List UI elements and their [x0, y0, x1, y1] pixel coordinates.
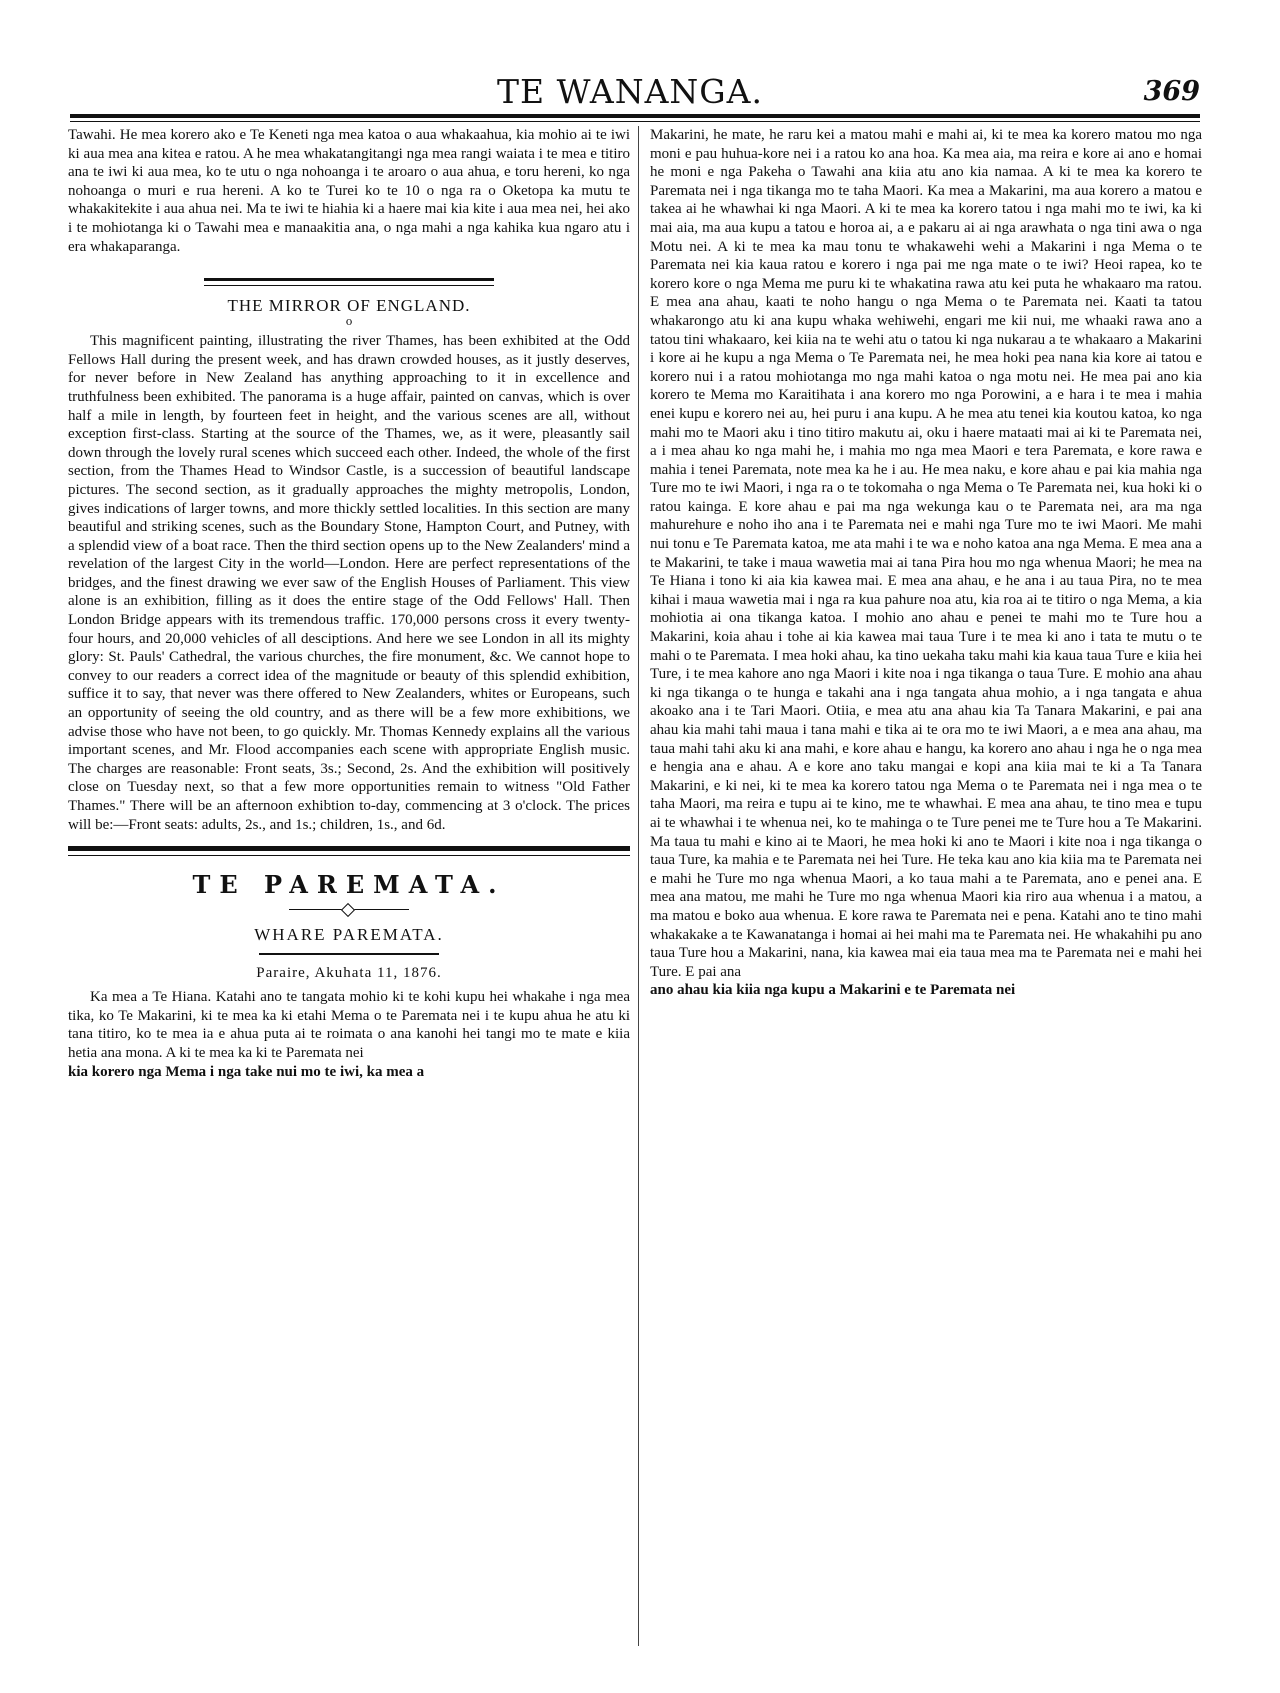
mirror-article-body: This magnificent painting, illustrating the river Thames, has been exhibited at the Odd Fellows Hall during the present week, and has drawn crowded houses, as it justly deserves, for never before in New Zealand has anything approaching to it in excellence and truthfulness been exhibited. The panorama is a huge affair, painted on canvas, which is over half a mile in length, by fourteen feet in height, and the various scenes are all, without exception first-class. Starting at the source of the Thames, we, as it were, pleasantly sail down through the lovely rural scenes which succeed each other. Indeed, the whole of the first section, from the Thames Head to Windsor Castle, is a succession of beautiful landscape pictures. The second section, as it gradually approaches the mighty metropolis, London, gives indications of larger towns, and more thickly settled localities. In this section are many beautiful and striking scenes, such as the Boundary Stone, Hampton Court, and Putney, with a splendid view of a boat race. Then the third section opens up to the New Zealanders' mind a revelation of the largest City in the world—London. Here are perfect representations of the bridges, and the finest drawing we ever saw of the English Houses of Parliament. This view alone is an exhibition, filling as it does the entire stage of the Odd Fellows' Hall. Then London Bridge appears with its tremendous traffic. 170,000 persons cross it every twenty-four hours, and 20,000 vehicles of all desciptions. And here we see London in all its mighty glory: St. Pauls' Cathedral, the various churches, the fire monument, &c. We cannot hope to convey to our readers a correct idea of the magnitude or beauty of this splendid exhibition, suffice it to say, that never was there offered to New Zealanders, whites or Europeans, such an opportunity of seeing the old country, and as there will be a few more exhibitions, we advise those who have not been, to go quickly. Mr. Thomas Kennedy explains all the various important scenes, and Mr. Flood accompanies each scene with appropriate English music. The charges are reasonable: Front seats, 3s.; Second, 2s. And the exhibition will positively close on Tuesday next, so that a few more opportunities remain to witness "Old Father Thames." There will be an afternoon exhibtion to-day, commencing at 3 o'clock. The prices will be:—Front seats: adults, 2s., and 1s.; children, 1s., and 6d.	[68, 333, 630, 833]
page-header	[60, 72, 1200, 112]
header-rule-thick	[70, 114, 1200, 118]
paremata-last-line: kia korero nga Mema i nga take nui mo te iwi, ka mea a	[68, 1063, 425, 1080]
left-column	[68, 126, 630, 1656]
mirror-heading: THE MIRROR OF ENGLAND.	[227, 296, 471, 316]
right-article-body: Makarini, he mate, he raru kei a matou mahi e mahi ai, ki te mea ka korero matou mo nga moni e pau huhua-kore nei i a ratou ko ana hoa. Ka mea aia, ma reira e kore ai ano e homai he moni e nga Pakeha o Tawahi ana kiia atu ano kia namaa. A ki te mea ka korero te Paremata nei i nga tikanga mo te taha Maori. Ka mea a Makarini, ma aua korero a matou e takea ai he whawhai ki nga Maori. A ki te mea ka korero tatou i nga mahi mo te iwi, ka ki mai aia, ma aua kupu a tatou e horoa ai, a e pakaru ai ai nga arawhata o nga tini awa o nga Motu nei. A ki te mea ka mau tonu te whakawehi wehi a Makarini i nga Mema o te Paremata nei kia kaua ratou e korero i nga pai me nga mate o te iwi? Heoi rapea, ko te korero kore o nga Mema me puru ki te whakatina rawa atu kei puta he whakaaro ma ratou. E mea ana ahau, kaati te noho hangu o nga Mema o te Paremata nei. Kaati ta tatou whakarongo atu ki ana kupu whaka wehiwehi, engari me kii nui, me whaaki rawa ano a tatou tini whakaaro, kei kiia na te wehi atu o tatou ki nga nukarau a te whakaaro a Makarini i kore ai he kupu a nga Mema o Te Paremata nei, he mea hoki pea nana kia kore ai tatou e korero nui i a ratou mohiotanga mo nga mahi katoa o nga motu nei. He mea pai ano kia korero te Mema mo Karaitihata i ana korero mo nga Porowini, a e hara i te mea i mahia enei kupu e korero nei au, hei puru i ana kupu. A he mea atu tenei kia koutou katoa, ko nga mahi mo te Maori aku i tino titiro makutu ai, oku i haere mataati mai ai ki te Paremata nei, a i mea ahau ko nga mahi he, i mahia mo nga mea Maori e tera Paremata, e kore rawa e mahia i tenei Paremata, note mea ka he i au. He mea naku, e kore ahau e pai kia mahia nga Ture mo te iwi Maori, i nga ra o te tokomaha o nga Mema o Te Paremata nei, kua hoki ki o ratou kainga. E kore ahau e pai ma nga wekunga kau o te Paremata nei, ara ma nga mahurehure e noho iho ana i te Paremata nei e mahi nga Ture mo te iwi Maori. Me mahi nui tonu e Te Paremata katoa, me ata mahi i te wa e noho katoa ana nga Mema. E mea ana a te Makarini, te take i maua wawetia mai ai tana Pira hou mo nga whenua Maori; he mea na Te Hiana i tono ki aia kia kawea mai. E mea ana ahau, e he ana i au taua Pira, no te mea kihai i maua wawetia mai i nga ra kua pahure noa atu, kia roa ai te titiro o nga Mema, a kia mohiotia ai ona tikanga katoa. I mohio ano ahau e penei te mahi mo te Ture hou a Makarini, koia ahau i tohe ai kia kawea mai taua Ture i te mea ki ano i tata te mutu o te mahi o te Paremata. I mea hoki ahau, ka tino uekaha taku mahi kia kaua taua Ture e kiia hei Ture, i te mea kahore ano nga Maori i kite noa i nga tikanga o taua Ture. E mohio ana ahau ki nga tikanga o te hunga e takahi ana i nga tangata ahua mohio, a i nga tangata e ahua akoako ana i te Tari Maori. Otiia, e mea atu ana ahau kia Ta Tanara Makarini, e pai ana ahau kia mahi tahi maua i tana mahi e tika ai te ora mo te iwi Maori, a e mea ana ahau, ma taua mahi tahi aku ki ana mahi, e kore ahau e hangu, ka korero ano ahau i nga he o nga mea e hengia ana e ahau. A e kore ano taku mangai e kopi ana kiia mai te ki a Ta Tanara Makarini, e ki nei, ki te mea ka korero tatou nga Mema o te Paremata nei i nga mea o te taha Maori, ma reira e tupu ai te kino, me te whawhai. E mea ana ahau, te tino mea e tupu ai te whawhai i te whenua nei, ko te mahinga o te Ture penei me te Ture hou a Te Makarini. Ma taua tu mahi e kino ai te Maori, he mea hoki ki ano te Maori i kite noa i nga tikanga o taua Ture, ka mahia e te Paremata nei hei Ture. He teka kau ano kia kiia ma te Paremata nei e mahi he Ture mo nga whenua Maori, a ko taua mahi a te Paremata, ano e penei ana. E mea ana matou, me mahi he Ture mo nga whenua Maori kia riro aua whenua i a matou, a ma matou e boko aua whenua. E kore rawa te Paremata nei e pena. Katahi ano te tino mahi whakakake a te Kawanatanga i homai ai hei mahi ma te Paremata nei. He whakahihi pu ano taua Ture hou a Makarini, nana, kia kawea mai eia taua mea ma te Paremata nei e mahi hei Ture. E pai ana	[650, 127, 1202, 980]
masthead-title: TE WANANGA.	[497, 72, 763, 111]
page-number: 369	[1143, 76, 1200, 107]
header-rule-thin	[70, 121, 1200, 122]
right-column	[650, 126, 1202, 1656]
section-rule-thin	[68, 855, 630, 856]
continued-paragraph: Tawahi. He mea korero ako e Te Keneti nga mea katoa o aua whakaahua, kia mohio ai te iwi ki aua mea ana kitea e ratou. A he mea whakatangitangi nga mea rangi waiata i te mea e titiro ana te iwi ki aua mea, ko te utu o nga nohoanga i te aroaro o aua ahua, e toru hereni, ko nga nohoanga o muri e rua hereni. A ko te Turei ko te 10 o nga ra o Oketopa ka mutu te whakakitekite i aua ahua nei. Ma te iwi te hiahia ki a haere mai kia kite i aua mea nei, hei ako i te mohiotanga ki o Tawahi mea e manaakitia ana, o nga mahi a nga kahika kua ngaro atu i era whakaparanga.	[68, 127, 630, 255]
short-rule	[259, 953, 439, 955]
ornament-o: o	[345, 315, 353, 329]
column-separator	[638, 126, 639, 1646]
section-divider	[204, 278, 494, 286]
whare-paremata-heading: WHARE PAREMATA.	[254, 925, 444, 945]
right-last-line: ano ahau kia kiia nga kupu a Makarini e te Paremata nei	[650, 982, 1016, 999]
dateline: Paraire, Akuhata 11, 1876.	[256, 965, 442, 982]
section-rule-thick	[68, 846, 630, 851]
paremata-heading: TE PAREMATA.	[192, 870, 506, 900]
diamond-ornament	[289, 905, 409, 915]
paremata-article-body: Ka mea a Te Hiana. Katahi ano te tangata mohio ki te kohi kupu hei whakahe i nga mea tika, ko Te Makarini, ki te mea ka ki etahi Mema o te Paremata nei i te kupu ahua he atu ki tana titiro, ko te mea ia e ahua puta ai te roimata o ana kanohi hei tangi mo te mate e kiia hetia ana mona. A ki te mea ka ki te Paremata nei	[68, 989, 630, 1061]
